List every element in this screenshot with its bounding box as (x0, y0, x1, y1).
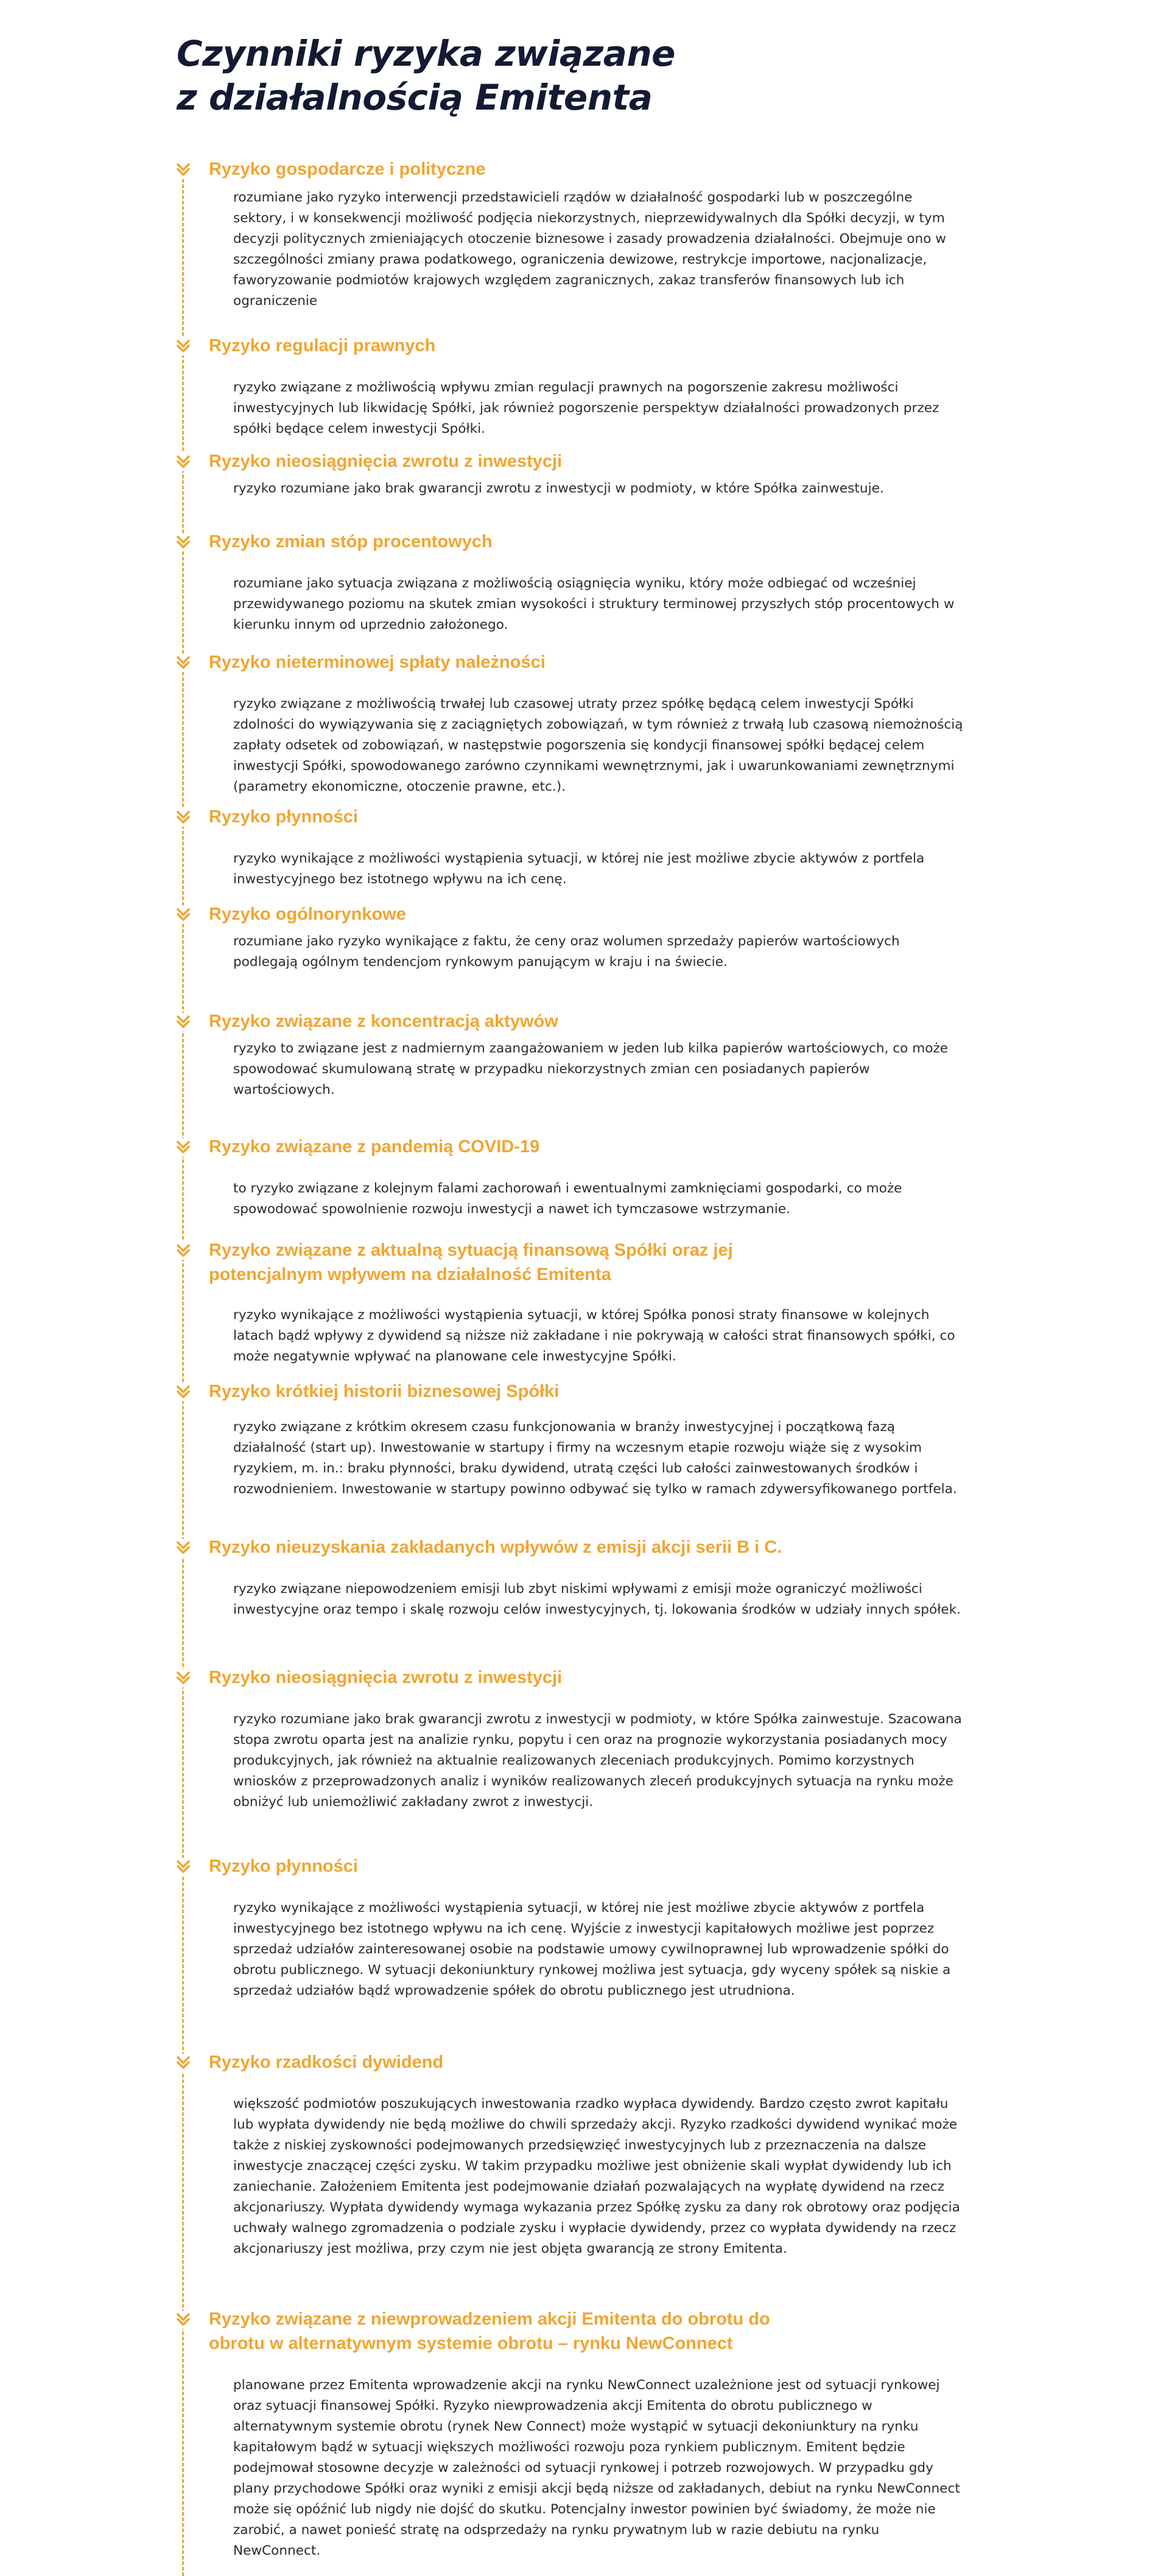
risk-title: Ryzyko związane z koncentracją aktywów (209, 1012, 558, 1031)
risk-title: Ryzyko zmian stóp procentowych (209, 532, 493, 551)
risk-description: większość podmiotów poszukujących inwestowania rzadko wypłaca dywidendy. Bardzo często zwrot kapitału lub wypłata dywidendy nie będą możliwe do chwili sprzedaży akcji. Ryzyko rzadkości dywidend wynikać może także z niskiej zyskowności podejmowanych przedsięwzięć inwestycyjnych lub z przeznaczenia na dalsze inwestycje znaczącej części zysku. W takim przypadku możliwe jest obniżenie skali wypłat dywidendy lub ich zaniechanie. Założeniem Emitenta jest podejmowanie działań pozwalających na wypłatę dywidend na rzecz akcjonariuszy. Wypłata dywidendy wymaga wykazania przez Spółkę zysku za dany rok obrotowy oraz podjęcia uchwały walnego zgromadzenia o podziale zysku i wypłacie dywidendy, przez co wypłata dywidendy na rzecz akcjonariuszy jest możliwa, przy czym nie jest objęta gwarancją ze strony Emitenta. (233, 2096, 960, 2256)
risk-title: Ryzyko ogólnorynkowe (209, 905, 406, 924)
chevron-down-icon (174, 337, 192, 355)
risk-description: ryzyko to związane jest z nadmiernym zaangażowaniem w jeden lub kilka papierów wartościowych, co może spowodować skumulowaną stratę w przypadku niekorzystnych zmian cen posiadanych papierów wartościowych. (233, 1041, 949, 1097)
risk-title: Ryzyko związane z niewprowadzeniem akcji Emitenta do obrotu do obrotu w alternatywnym systemie obrotu – rynku NewConnect (209, 2309, 770, 2353)
risk-title: Ryzyko gospodarcze i polityczne (209, 159, 486, 179)
risk-description: to ryzyko związane z kolejnym falami zachorowań i ewentualnymi zamknięciami gospodarki, co może spowodować spowolnienie rozwoju inwestycji a nawet ich tymczasowe wstrzymanie. (233, 1181, 902, 1217)
risk-description: ryzyko wynikające z możliwości wystąpienia sytuacji, w której nie jest możliwe zbycie aktywów z portfela inwestycyjnego bez istotnego wpływu na ich cenę. Wyjście z inwestycji kapitałowych możliwe jest poprzez sprzedaż udziałów zainteresowanej osobie na podstawie umowy cywilnoprawnej lub wprowadzenie spółki do obrotu publicznego. W sytuacji dekoniunktury rynkowej możliwa jest sytuacja, gdy wyceny spółek są niskie a sprzedaż udziałów bądź wprowadzenie spółek do obrotu publicznego jest utrudniona. (233, 1900, 951, 1998)
risk-description: ryzyko rozumiane jako brak gwarancji zwrotu z inwestycji w podmioty, w które Spółka zainwestuje. Szacowana stopa zwrotu oparta jest na analizie rynku, popytu i cen oraz na prognozie wykorzystania posiadanych mocy produkcyjnych, jak również na aktualnie realizowanych zleceniach produkcyjnych. Pomimo korzystnych wniosków z przeprowadzonych analiz i wyników realizowanych zleceń produkcyjnych sytuacja na rynku może obniżyć lub uniemożliwić zakładany zwrot z inwestycji. (233, 1712, 962, 1810)
risk-title: Ryzyko nieosiągnięcia zwrotu z inwestycji (209, 1668, 563, 1687)
chevron-down-icon (174, 1539, 192, 1557)
risk-title: Ryzyko związane z pandemią COVID-19 (209, 1137, 540, 1157)
chevron-down-icon (174, 533, 192, 551)
risk-title: Ryzyko nieterminowej spłaty należności (209, 653, 546, 672)
risk-description: rozumiane jako ryzyko interwencji przedstawicieli rządów w działalność gospodarki lub w poszczególne sektory, i w konsekwencji możliwość podjęcia niekorzystnych, nieprzewidywalnych dla Spółki decyzji, w tym decyzji politycznych zmieniających otoczenie biznesowe i zasady prowadzenia działalności. Obejmuje ono w szczególności zmiany prawa podatkowego, ograniczenia dewizowe, restrykcje importowe, nacjonalizacje, faworyzowanie podmiotów krajowych względem zagranicznych, zakaz transferów finansowych lub ich ograniczenie (233, 190, 946, 309)
risk-title: Ryzyko krótkiej historii biznesowej Spółki (209, 1382, 560, 1401)
risk-title: Ryzyko płynności (209, 807, 358, 827)
risk-description: ryzyko związane niepowodzeniem emisji lub zbyt niskimi wpływami z emisji może ograniczyć możliwości inwestycyjne oraz tempo i skalę rozwoju celów inwestycyjnych, tj. lokowania środków w udziały innych spółek. (233, 1581, 961, 1617)
risk-description: ryzyko związane z możliwością trwałej lub czasowej utraty przez spółkę będącą celem inwestycji Spółki zdolności do wywiązywania się z zaciągniętych zobowiązań, w tym również z trwałą lub czasową niemożnością zapłaty odsetek od zobowiązań, w następstwie pogorszenia się kondycji finansowej spółki będącej celem inwestycji Spółki, spowodowanego zarówno czynnikami wewnętrznymi, jak i uwarunkowaniami zewnętrznymi (parametry ekonomiczne, otoczenie prawne, etc.). (233, 696, 963, 794)
risk-description: ryzyko związane z krótkim okresem czasu funkcjonowania w branży inwestycyjnej i początkową fazą działalność (start up). Inwestowanie w startupy i firmy na wczesnym etapie rozwoju wiąże się z wysokim ryzykiem, m. in.: braku płynności, braku dywidend, utratą części lub całości zainwestowanych środków i rozwodnieniem. Inwestowanie w startupy powinno odbywać się tylko w ramach zdywersyfikowanego portfela. (233, 1419, 957, 1497)
risk-description: ryzyko związane z możliwością wpływu zmian regulacji prawnych na pogorszenie zakresu możliwości inwestycyjnych lub likwidację Spółki, jak również pogorszenie perspektyw działalności prowadzonych przez spółki będące celem inwestycji Spółki. (233, 380, 939, 436)
chevron-down-icon (174, 2054, 192, 2072)
chevron-down-icon (174, 654, 192, 672)
risk-description: ryzyko wynikające z możliwości wystąpienia sytuacji, w której Spółka ponosi straty finansowe w kolejnych latach bądź wpływy z dywidend są niższe niż zakładane i nie pokrywają w całości strat finansowych spółki, co może negatywnie wpływać na planowane cele inwestycyjne Spółki. (233, 1307, 955, 1364)
risk-description: planowane przez Emitenta wprowadzenie akcji na rynku NewConnect uzależnione jest od sytuacji rynkowej oraz sytuacji finansowej Spółki. Ryzyko niewprowadzenia akcji Emitenta do obrotu publicznego w alternatywnym systemie obrotu (rynek New Connect) może wystąpić w sytuacji dekoniunktury na rynku kapitałowym bądź w sytuacji większych możliwości rozwoju poza rynkiem publicznym. Emitent będzie podejmował stosowne decyzje w zależności od sytuacji rynkowej i potrzeb rozwojowych. W przypadku gdy plany przychodowe Spółki oraz wyniki z emisji akcji będą niższe od zakładanych, debiut na rynku NewConnect może się opóźnić lub nigdy nie dojść do skutku. Potencjalny inwestor powinien być świadomy, że może nie zarobić, a nawet ponieść stratę na odsprzedaży na rynku prywatnym lub w razie debiutu na rynku NewConnect. (233, 2378, 960, 2558)
chevron-down-icon (174, 2311, 192, 2329)
risk-title: Ryzyko rzadkości dywidend (209, 2053, 444, 2072)
chevron-down-icon (174, 1383, 192, 1401)
chevron-down-icon (174, 1858, 192, 1876)
chevron-down-icon (174, 808, 192, 827)
chevron-down-icon (174, 1242, 192, 1260)
timeline-dashed-line (182, 168, 184, 2576)
page-title: Czynniki ryzyka związane z działalnością Emitenta (177, 33, 676, 118)
chevron-down-icon (174, 453, 192, 471)
risk-title: Ryzyko nieosiągnięcia zwrotu z inwestycji (209, 452, 563, 471)
chevron-down-icon (174, 1138, 192, 1157)
chevron-down-icon (174, 1669, 192, 1687)
risk-description: ryzyko wynikające z możliwości wystąpienia sytuacji, w której nie jest możliwe zbycie aktywów z portfela inwestycyjnego bez istotnego wpływu na ich cenę. (233, 851, 925, 887)
chevron-down-icon (174, 1013, 192, 1031)
chevron-down-icon (174, 906, 192, 924)
risk-description: ryzyko rozumiane jako brak gwarancji zwrotu z inwestycji w podmioty, w które Spółka zainwestuje. (233, 481, 884, 496)
risk-title: Ryzyko płynności (209, 1857, 358, 1876)
risk-title: Ryzyko nieuzyskania zakładanych wpływów z emisji akcji serii B i C. (209, 1538, 782, 1557)
risk-description: rozumiane jako sytuacja związana z możliwością osiągnięcia wyniku, który może odbiegać od wcześniej przewidywanego poziomu na skutek zmian wysokości i struktury terminowej przyszłych stóp procentowych w kierunku innym od uprzednio założonego. (233, 576, 955, 632)
risk-title: Ryzyko związane z aktualną sytuacją finansową Spółki oraz jej potencjalnym wpływem na działalność Emitenta (209, 1241, 733, 1284)
risk-title: Ryzyko regulacji prawnych (209, 336, 436, 355)
risk-description: rozumiane jako ryzyko wynikające z faktu, że ceny oraz wolumen sprzedaży papierów wartościowych podlegają ogólnym tendencjom rynkowym panującym w kraju i na świecie. (233, 934, 900, 970)
chevron-down-icon (174, 161, 192, 179)
